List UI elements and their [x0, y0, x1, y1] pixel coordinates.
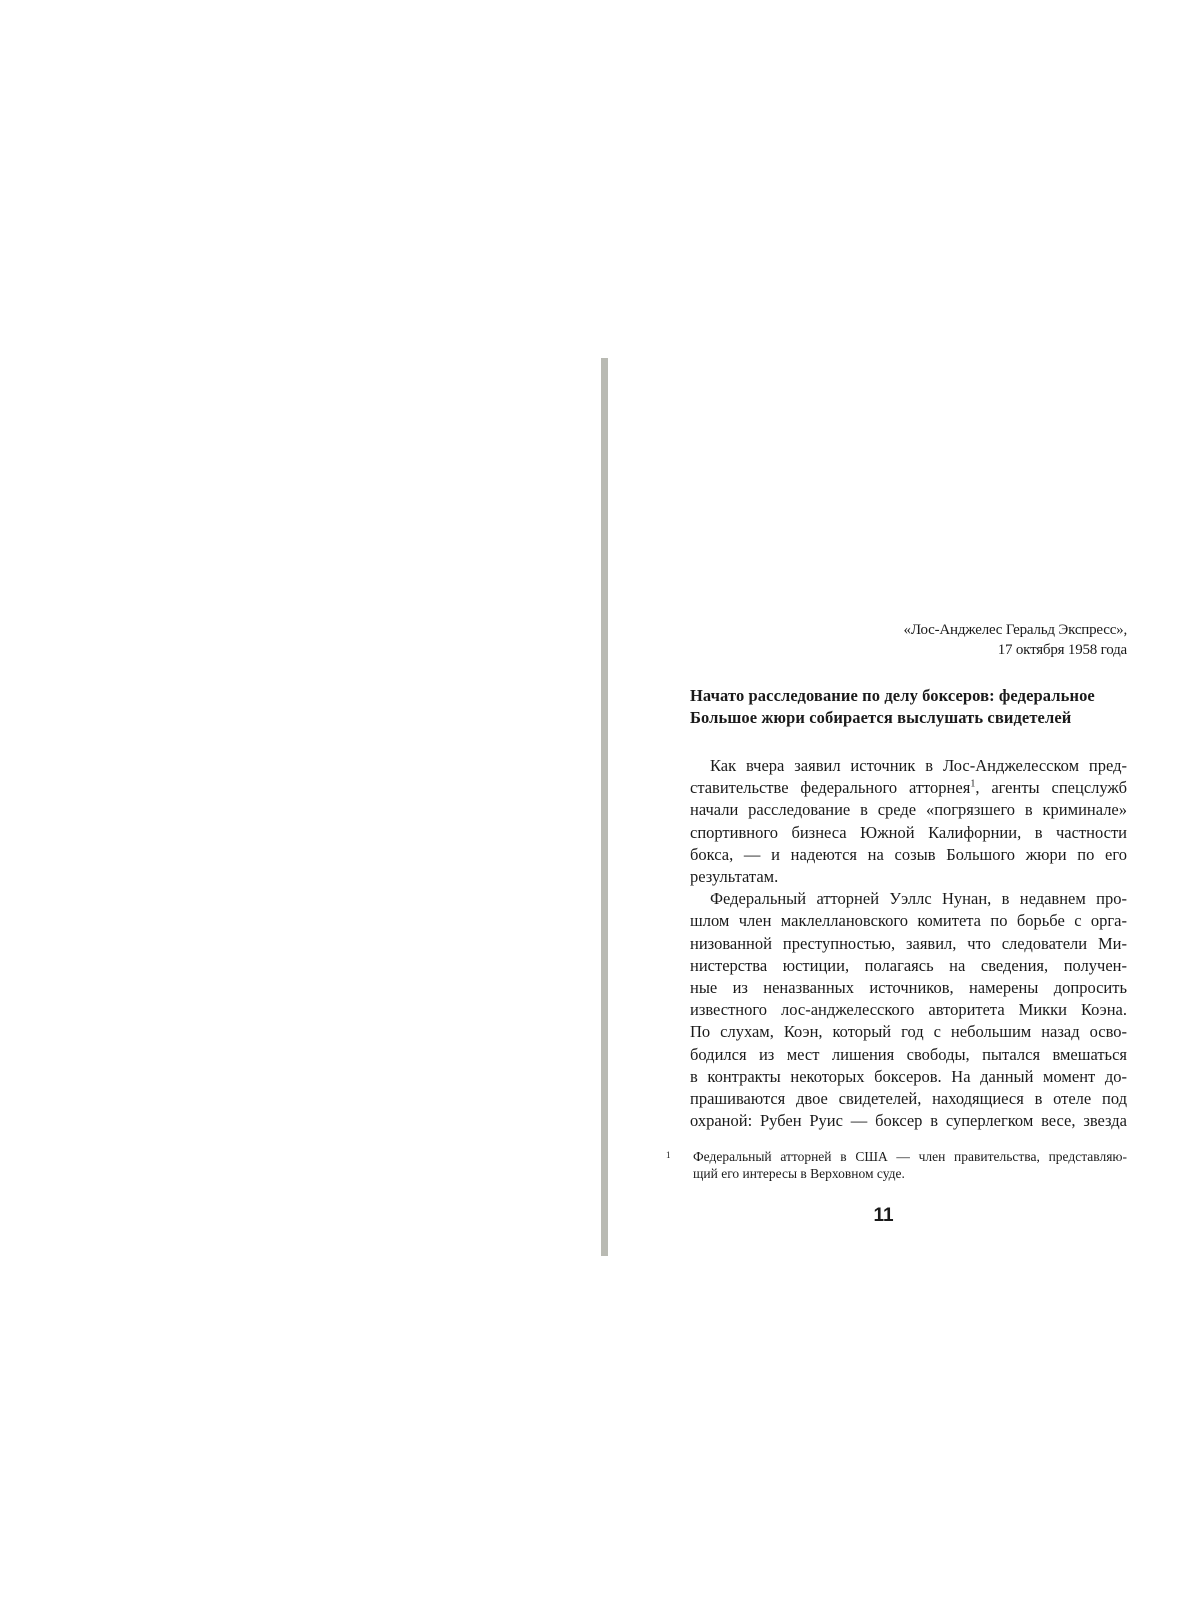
- body-line: нистерства юстиции, полагаясь на сведения, получен-: [690, 955, 1127, 975]
- body-line: низованной преступностью, заявил, что следователи Ми-: [690, 933, 1127, 953]
- body-text-segment: , агенты спецслужб: [975, 778, 1127, 798]
- footnote-line: Федеральный атторней в США — член правительства, представляю-: [693, 1149, 1127, 1165]
- source-date: 17 октября 1958 года: [997, 642, 1127, 658]
- body-line: бокса, — и надеются на созыв Большого жюри по его: [690, 844, 1127, 864]
- headline-line-2: Большое жюри собирается выслушать свидетелей: [690, 708, 1072, 727]
- body-line: в контракты некоторых боксеров. На данный момент до-: [690, 1066, 1127, 1086]
- body-line: По слухам, Коэн, который год с небольшим назад осво-: [690, 1022, 1127, 1042]
- right-page: [666, 620, 1127, 1227]
- article-headline: [690, 685, 1127, 729]
- book-gutter: [601, 358, 608, 1256]
- paragraph-2: [690, 888, 1127, 1132]
- footnote: [666, 1148, 1127, 1182]
- source-attribution: [690, 620, 1127, 660]
- headline-line-1: Начато расследование по делу боксеров: федеральное: [690, 686, 1095, 705]
- body-text-segment: ставительстве федерального атторнея: [690, 778, 971, 798]
- body-line: охраной: Рубен Руис — боксер в суперлегком весе, звезда: [690, 1111, 1127, 1131]
- footnote-line: щий его интересы в Верховном суде.: [693, 1166, 905, 1182]
- paragraph-1: [690, 755, 1127, 888]
- body-line: результатам.: [690, 867, 779, 887]
- body-line: шлом член маклеллановского комитета по борьбе с орга-: [690, 911, 1127, 931]
- body-line: бодился из мест лишения свободы, пытался вмешаться: [690, 1044, 1127, 1064]
- body-line: спортивного бизнеса Южной Калифорнии, в частности: [690, 822, 1127, 842]
- source-newspaper: «Лос-Анджелес Геральд Экспресс»,: [903, 622, 1127, 638]
- body-line: Федеральный атторней Уэллс Нунан, в недавнем про-: [710, 889, 1127, 909]
- article-body: [690, 755, 1127, 1132]
- body-line: [690, 777, 1127, 799]
- footnote-reference: 1: [970, 778, 976, 790]
- body-line: прашиваются двое свидетелей, находящиеся в отеле под: [690, 1089, 1127, 1109]
- body-line: Как вчера заявил источник в Лос-Анджелесском пред-: [710, 756, 1127, 775]
- body-line: известного лос-анджелесского авторитета Микки Коэна.: [690, 1000, 1127, 1020]
- footnote-marker: 1: [666, 1150, 671, 1161]
- body-line: начали расследование в среде «погрязшего в криминале»: [690, 800, 1127, 820]
- page-number: 11: [873, 1205, 894, 1227]
- body-line: ные из неназванных источников, намерены допросить: [690, 978, 1127, 998]
